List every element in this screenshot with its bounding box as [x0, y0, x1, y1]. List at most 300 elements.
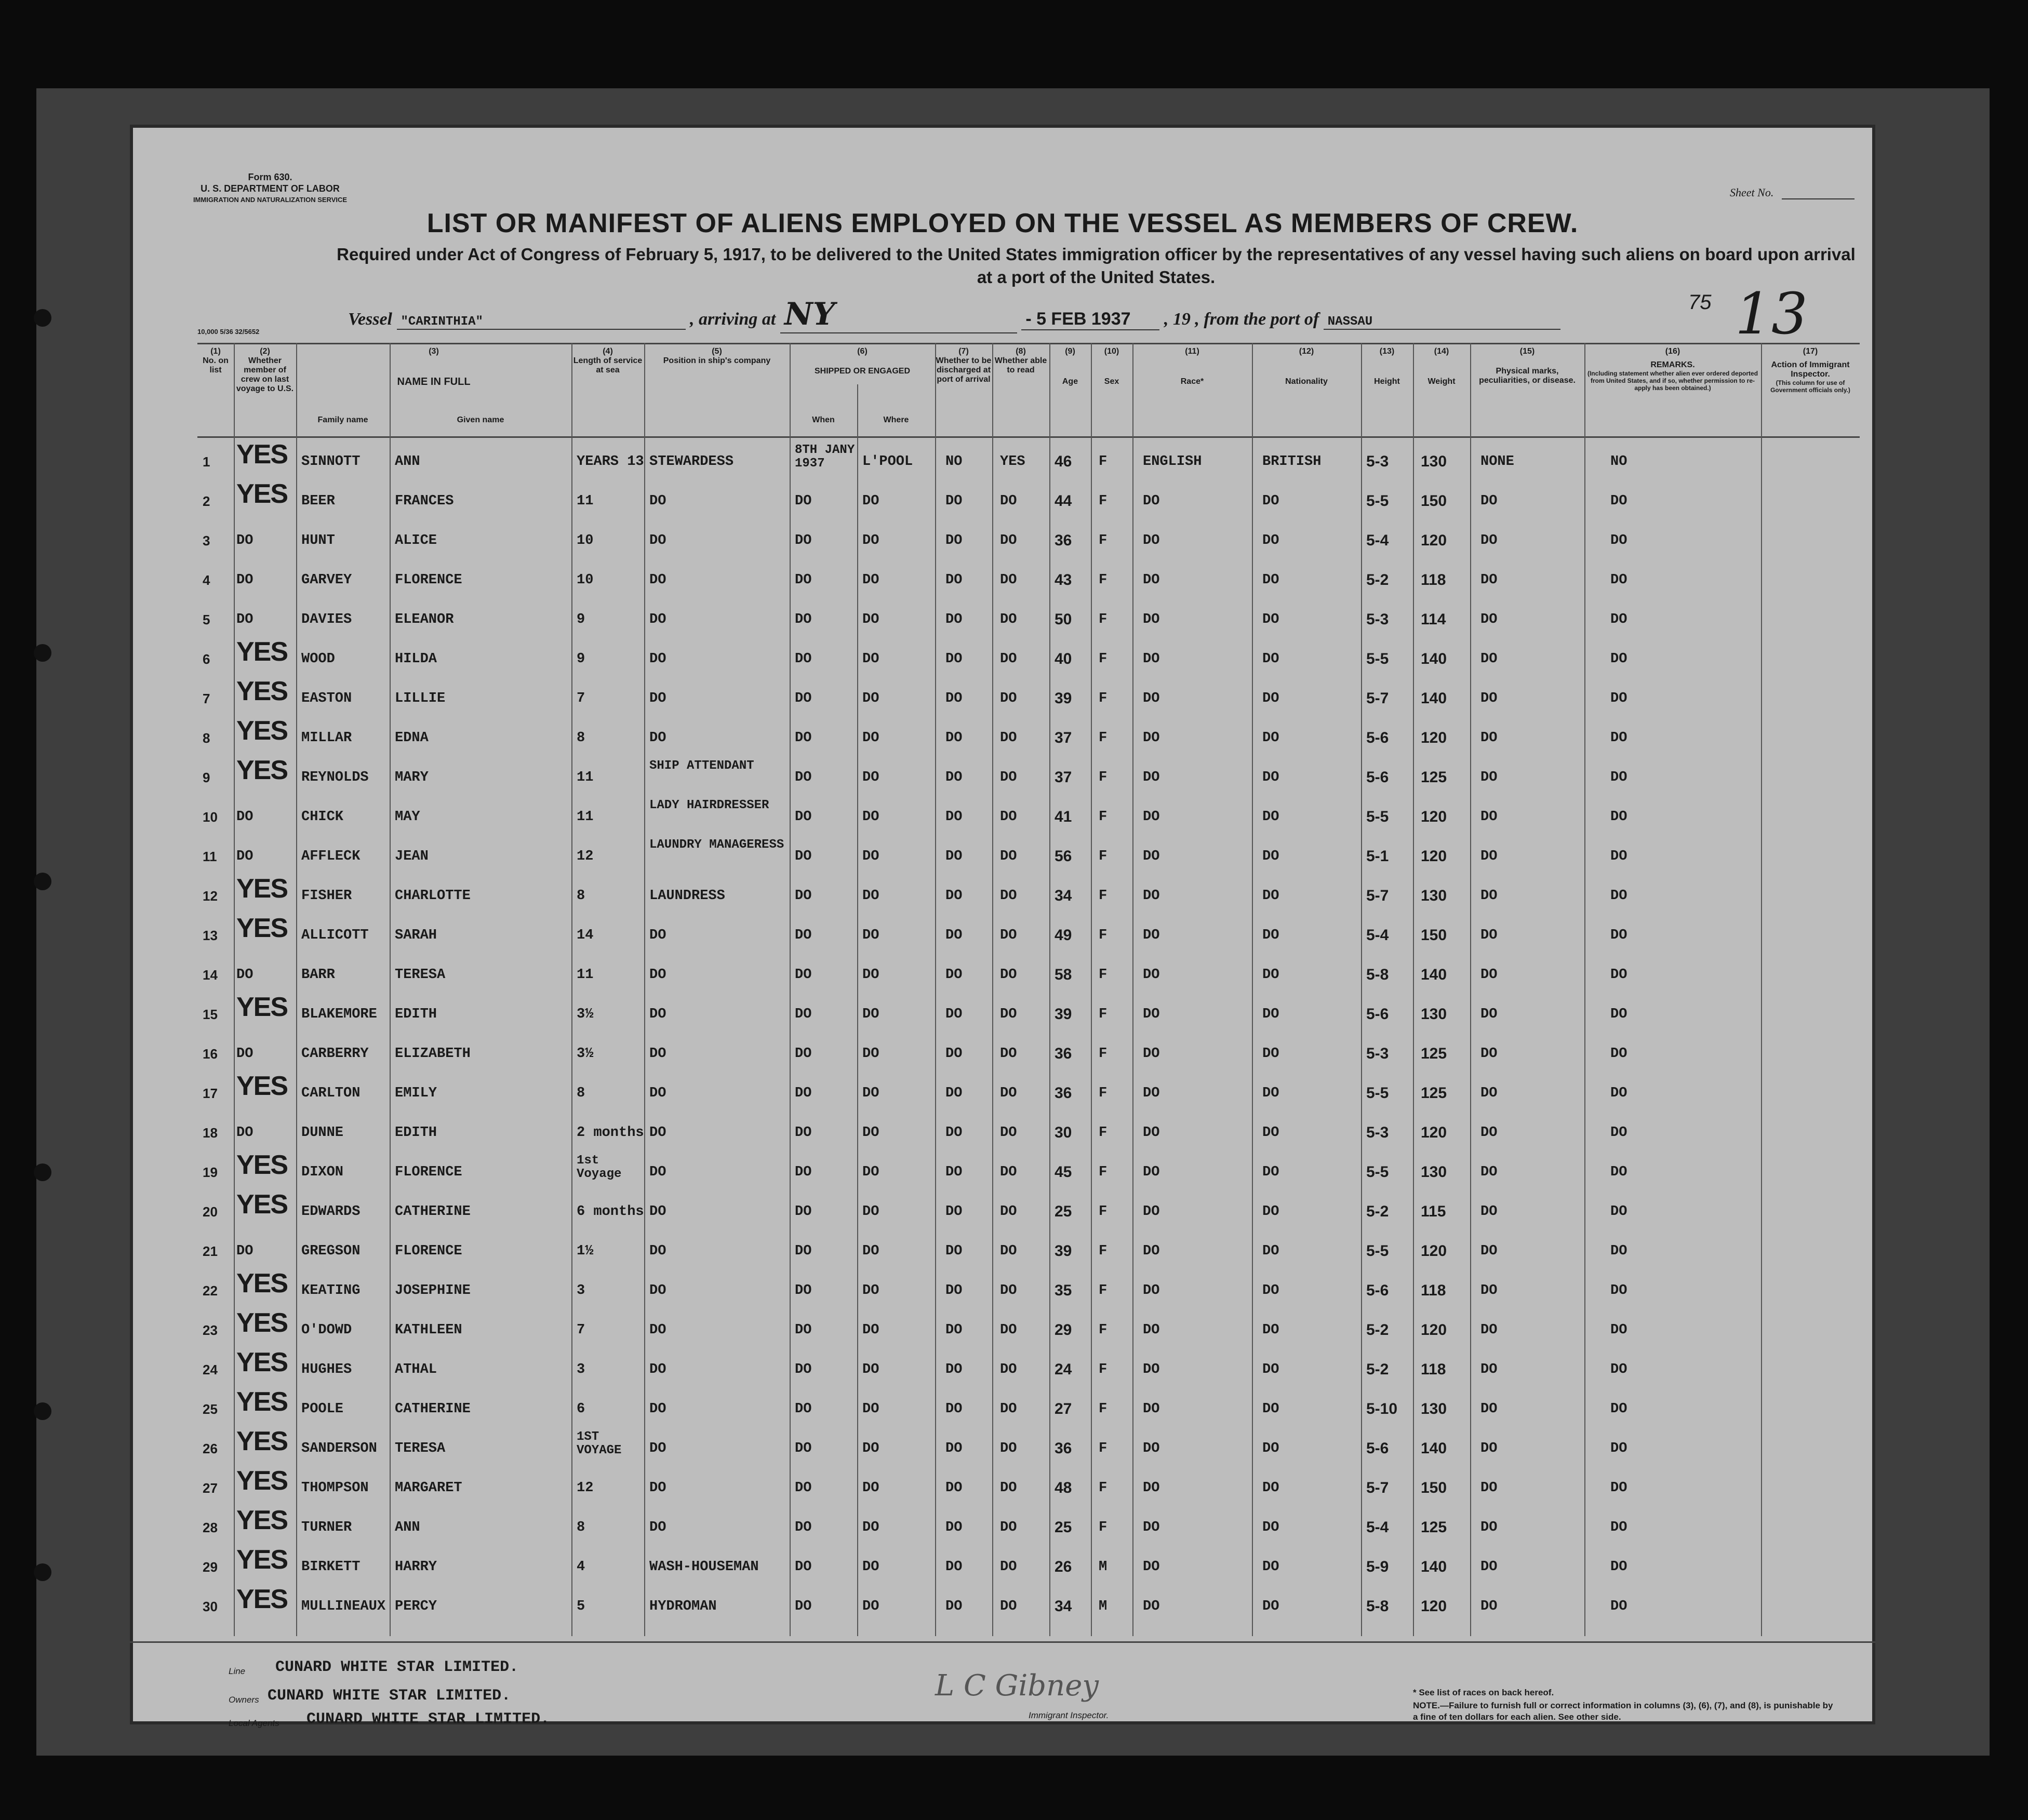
- sex-cell: F: [1099, 730, 1108, 746]
- physical-marks-cell: DO: [1480, 493, 1498, 509]
- family-name-cell: EDWARDS: [301, 1204, 361, 1220]
- vessel-name: "CARINTHIA": [397, 315, 686, 330]
- remarks-cell: DO: [1610, 1322, 1627, 1338]
- position-cell: DO: [649, 1204, 666, 1220]
- table-row: [197, 1236, 1860, 1273]
- shipped-when-cell: DO: [795, 1599, 812, 1614]
- last-voyage-cell: YES: [236, 1268, 288, 1299]
- age-cell: 37: [1055, 769, 1072, 786]
- nationality-cell: DO: [1262, 572, 1279, 588]
- sex-cell: F: [1099, 809, 1108, 825]
- position-cell: DO: [649, 1086, 666, 1101]
- discharged-cell: DO: [945, 533, 963, 548]
- position-cell: LADY HAIRDRESSER: [649, 798, 769, 812]
- given-name-cell: MARY: [395, 770, 429, 785]
- age-cell: 24: [1055, 1361, 1072, 1378]
- inspector-signature: L C Gibney: [935, 1669, 1099, 1703]
- shipped-where-cell: DO: [862, 651, 879, 667]
- given-name-cell: EMILY: [395, 1086, 437, 1101]
- remarks-cell: DO: [1610, 651, 1627, 667]
- weight-cell: 118: [1421, 1361, 1446, 1378]
- age-cell: 44: [1055, 492, 1072, 510]
- age-cell: 35: [1055, 1282, 1072, 1299]
- sex-cell: F: [1099, 612, 1108, 627]
- position-cell: DO: [649, 1322, 666, 1338]
- shipped-when-cell: DO: [795, 1046, 812, 1062]
- discharged-cell: DO: [945, 1401, 963, 1417]
- service-cell: 6 months: [577, 1204, 644, 1220]
- discharged-cell: DO: [945, 691, 963, 706]
- discharged-cell: DO: [945, 888, 963, 904]
- nationality-cell: DO: [1262, 533, 1279, 548]
- family-name-cell: DAVIES: [301, 612, 352, 627]
- header-service: (4) Length of service at sea: [573, 347, 643, 374]
- shipped-where-cell: DO: [862, 1007, 879, 1022]
- age-cell: 39: [1055, 1006, 1072, 1023]
- table-row: [197, 526, 1860, 562]
- row-number: 29: [203, 1559, 218, 1575]
- nationality-cell: DO: [1262, 1125, 1279, 1141]
- race-cell: DO: [1143, 572, 1160, 588]
- position-cell: WASH-HOUSEMAN: [649, 1559, 759, 1575]
- discharged-cell: DO: [945, 1046, 963, 1062]
- service-cell: 11: [577, 967, 594, 983]
- service-cell: 3½: [577, 1046, 594, 1062]
- header-sex: (10) Sex: [1104, 347, 1119, 386]
- family-name-cell: SANDERSON: [301, 1441, 377, 1456]
- age-cell: 49: [1055, 927, 1072, 944]
- header-name: (3) NAME IN FULL: [397, 347, 471, 387]
- shipped-when-cell: DO: [795, 1401, 812, 1417]
- sheet-number-handwritten: 13: [1735, 280, 1808, 347]
- weight-cell: 120: [1421, 532, 1447, 549]
- row-number: 21: [203, 1243, 218, 1259]
- read-cell: DO: [1000, 1243, 1017, 1259]
- read-cell: YES: [1000, 454, 1025, 470]
- position-cell: DO: [649, 572, 666, 588]
- service-cell: 8: [577, 1520, 585, 1535]
- family-name-cell: SINNOTT: [301, 454, 361, 470]
- given-name-cell: CATHERINE: [395, 1401, 471, 1417]
- table-row: [197, 1118, 1860, 1154]
- shipped-where-cell: DO: [862, 691, 879, 706]
- read-cell: DO: [1000, 770, 1017, 785]
- shipped-where-cell: L'POOL: [862, 454, 913, 470]
- position-cell: STEWARDESS: [649, 454, 734, 470]
- shipped-when-cell: DO: [795, 809, 812, 825]
- nationality-cell: DO: [1262, 1086, 1279, 1101]
- read-cell: DO: [1000, 1520, 1017, 1535]
- owners-label: Owners: [229, 1695, 259, 1705]
- height-cell: 5-4: [1366, 1519, 1389, 1536]
- race-cell: DO: [1143, 1086, 1160, 1101]
- given-name-cell: SARAH: [395, 928, 437, 943]
- service-cell: 3: [577, 1283, 585, 1299]
- nationality-cell: DO: [1262, 1243, 1279, 1259]
- last-voyage-cell: YES: [236, 1071, 288, 1101]
- arriving-label: , arriving at: [690, 310, 776, 329]
- shipped-where-cell: DO: [862, 730, 879, 746]
- table-row: [197, 1347, 1860, 1391]
- corner-number: 75: [1688, 291, 1712, 314]
- race-cell: DO: [1143, 1362, 1160, 1377]
- row-number: 27: [203, 1480, 218, 1496]
- header-height: (13) Height: [1374, 347, 1400, 386]
- family-name-cell: MULLINEAUX: [301, 1599, 386, 1614]
- shipped-where-cell: DO: [862, 572, 879, 588]
- physical-marks-cell: DO: [1480, 730, 1498, 746]
- header-position: (5) Position in ship's company: [663, 347, 771, 365]
- nationality-cell: BRITISH: [1262, 454, 1322, 470]
- row-number: 10: [203, 809, 218, 825]
- physical-marks-cell: DO: [1480, 888, 1498, 904]
- service-cell: 1½: [577, 1243, 594, 1259]
- header-given-name: Given name: [457, 416, 504, 424]
- remarks-cell: DO: [1610, 1520, 1627, 1535]
- row-number: 12: [203, 888, 218, 904]
- remarks-cell: DO: [1610, 1007, 1627, 1022]
- position-cell: DO: [649, 1283, 666, 1299]
- shipped-where-cell: DO: [862, 1165, 879, 1180]
- given-name-cell: TERESA: [395, 967, 446, 983]
- weight-cell: 120: [1421, 1242, 1447, 1260]
- height-cell: 5-10: [1366, 1400, 1398, 1417]
- weight-cell: 150: [1421, 927, 1447, 944]
- shipped-where-cell: DO: [862, 1401, 879, 1417]
- shipped-when-cell: DO: [795, 849, 812, 864]
- given-name-cell: LILLIE: [395, 691, 446, 706]
- nationality-cell: DO: [1262, 1322, 1279, 1338]
- weight-cell: 118: [1421, 1282, 1446, 1299]
- remarks-cell: DO: [1610, 493, 1627, 509]
- read-cell: DO: [1000, 493, 1017, 509]
- last-voyage-cell: DO: [236, 533, 254, 548]
- service-cell: 10: [577, 533, 594, 548]
- row-number: 14: [203, 967, 218, 983]
- last-voyage-cell: YES: [236, 1150, 288, 1180]
- given-name-cell: EDITH: [395, 1125, 437, 1141]
- family-name-cell: BARR: [301, 967, 335, 983]
- given-name-cell: ELIZABETH: [395, 1046, 471, 1062]
- read-cell: DO: [1000, 730, 1017, 746]
- table-row: [197, 755, 1860, 799]
- family-name-cell: TURNER: [301, 1520, 352, 1535]
- discharged-cell: DO: [945, 849, 963, 864]
- read-cell: DO: [1000, 967, 1017, 983]
- family-name-cell: THOMPSON: [301, 1480, 369, 1496]
- discharged-cell: DO: [945, 770, 963, 785]
- table-row: [197, 565, 1860, 601]
- age-cell: 36: [1055, 532, 1072, 549]
- physical-marks-cell: DO: [1480, 967, 1498, 983]
- table-row: [197, 439, 1860, 483]
- discharged-cell: DO: [945, 967, 963, 983]
- physical-marks-cell: DO: [1480, 651, 1498, 667]
- age-cell: 46: [1055, 453, 1072, 470]
- service-cell: 8: [577, 888, 585, 904]
- physical-marks-cell: DO: [1480, 1204, 1498, 1220]
- race-cell: DO: [1143, 1559, 1160, 1575]
- last-voyage-cell: YES: [236, 676, 288, 706]
- age-cell: 27: [1055, 1400, 1072, 1417]
- race-cell: DO: [1143, 849, 1160, 864]
- table-row: [197, 1039, 1860, 1075]
- last-voyage-cell: YES: [236, 992, 288, 1022]
- row-number: 11: [203, 849, 217, 864]
- binder-hole: [34, 309, 51, 327]
- remarks-cell: DO: [1610, 691, 1627, 706]
- family-name-cell: CHICK: [301, 809, 344, 825]
- shipped-when-cell: DO: [795, 1007, 812, 1022]
- agents-value: CUNARD WHITE STAR LIMITED.: [306, 1710, 550, 1728]
- age-cell: 50: [1055, 611, 1072, 628]
- service-cell: 1ST VOYAGE: [577, 1430, 622, 1457]
- given-name-cell: ALICE: [395, 533, 437, 548]
- service-cell: 7: [577, 691, 585, 706]
- race-cell: ENGLISH: [1143, 454, 1202, 470]
- age-cell: 26: [1055, 1558, 1072, 1575]
- service-cell: 11: [577, 809, 594, 825]
- weight-cell: 125: [1421, 1085, 1447, 1102]
- vessel-line: [348, 296, 1560, 333]
- position-cell: DO: [649, 1243, 666, 1259]
- table-row: [197, 913, 1860, 957]
- shipped-when-cell: DO: [795, 730, 812, 746]
- shipped-when-cell: DO: [795, 1480, 812, 1496]
- sex-cell: F: [1099, 849, 1108, 864]
- given-name-cell: FRANCES: [395, 493, 454, 509]
- sex-cell: F: [1099, 651, 1108, 667]
- vessel-label: Vessel: [348, 310, 392, 329]
- penalty-note: NOTE.—Failure to furnish full or correct information in columns (3), (6), (7), and (8), is punishable by a fine of ten dollars for each alien. See other side.: [1413, 1701, 1833, 1722]
- height-cell: 5-1: [1366, 848, 1389, 865]
- last-voyage-cell: DO: [236, 967, 254, 983]
- family-name-cell: O'DOWD: [301, 1322, 352, 1338]
- remarks-cell: DO: [1610, 1165, 1627, 1180]
- weight-cell: 150: [1421, 1479, 1447, 1496]
- shipped-when-cell: DO: [795, 1322, 812, 1338]
- physical-marks-cell: DO: [1480, 572, 1498, 588]
- height-cell: 5-7: [1366, 887, 1389, 904]
- family-name-cell: ALLICOTT: [301, 928, 369, 943]
- read-cell: DO: [1000, 1559, 1017, 1575]
- shipped-where-cell: DO: [862, 809, 879, 825]
- read-cell: DO: [1000, 691, 1017, 706]
- weight-cell: 130: [1421, 1163, 1447, 1181]
- discharged-cell: DO: [945, 651, 963, 667]
- last-voyage-cell: DO: [236, 809, 254, 825]
- shipped-when-cell: DO: [795, 1125, 812, 1141]
- age-cell: 36: [1055, 1440, 1072, 1457]
- race-cell: DO: [1143, 1283, 1160, 1299]
- given-name-cell: FLORENCE: [395, 1165, 462, 1180]
- sex-cell: F: [1099, 1243, 1108, 1259]
- height-cell: 5-3: [1366, 1045, 1389, 1062]
- age-cell: 30: [1055, 1124, 1072, 1141]
- physical-marks-cell: DO: [1480, 533, 1498, 548]
- shipped-when-cell: DO: [795, 888, 812, 904]
- given-name-cell: ELEANOR: [395, 612, 454, 627]
- shipped-when-cell: DO: [795, 1243, 812, 1259]
- table-row: [197, 1466, 1860, 1509]
- line-value: CUNARD WHITE STAR LIMITED.: [275, 1658, 519, 1676]
- height-cell: 5-4: [1366, 927, 1389, 944]
- shipped-when-cell: DO: [795, 651, 812, 667]
- physical-marks-cell: DO: [1480, 1401, 1498, 1417]
- shipped-when-cell: DO: [795, 770, 812, 785]
- table-row: [197, 798, 1860, 838]
- family-name-cell: WOOD: [301, 651, 335, 667]
- family-name-cell: DUNNE: [301, 1125, 344, 1141]
- row-number: 26: [203, 1441, 218, 1456]
- physical-marks-cell: DO: [1480, 809, 1498, 825]
- given-name-cell: PERCY: [395, 1599, 437, 1614]
- header-age: (9) Age: [1062, 347, 1078, 386]
- race-cell: DO: [1143, 888, 1160, 904]
- service-cell: 12: [577, 1480, 594, 1496]
- table-row: [197, 676, 1860, 720]
- remarks-cell: DO: [1610, 1086, 1627, 1101]
- height-cell: 5-5: [1366, 492, 1389, 510]
- read-cell: DO: [1000, 1362, 1017, 1377]
- sex-cell: F: [1099, 1204, 1108, 1220]
- discharged-cell: DO: [945, 1165, 963, 1180]
- last-voyage-cell: DO: [236, 612, 254, 627]
- read-cell: DO: [1000, 1401, 1017, 1417]
- table-row: [197, 1071, 1860, 1115]
- shipped-when-cell: DO: [795, 572, 812, 588]
- service-cell: 11: [577, 770, 594, 785]
- table-row: [197, 479, 1860, 523]
- sex-cell: F: [1099, 888, 1108, 904]
- race-cell: DO: [1143, 928, 1160, 943]
- service-cell: 6: [577, 1401, 585, 1417]
- age-cell: 29: [1055, 1321, 1072, 1339]
- last-voyage-cell: YES: [236, 1545, 288, 1575]
- weight-cell: 130: [1421, 453, 1447, 470]
- shipped-when-cell: DO: [795, 533, 812, 548]
- remarks-cell: NO: [1610, 454, 1627, 470]
- discharged-cell: DO: [945, 1243, 963, 1259]
- shipped-where-cell: DO: [862, 849, 879, 864]
- sex-cell: F: [1099, 1283, 1108, 1299]
- service-cell: 14: [577, 928, 594, 943]
- inspector-label: Immigrant Inspector.: [1029, 1710, 1109, 1720]
- family-name-cell: MILLAR: [301, 730, 352, 746]
- height-cell: 5-8: [1366, 1598, 1389, 1615]
- shipped-when-cell: DO: [795, 967, 812, 983]
- table-row: [197, 1505, 1860, 1549]
- height-cell: 5-4: [1366, 532, 1389, 549]
- family-name-cell: REYNOLDS: [301, 770, 369, 785]
- physical-marks-cell: DO: [1480, 1322, 1498, 1338]
- shipped-when-cell: 8TH JANY 1937: [795, 443, 855, 471]
- sex-cell: F: [1099, 1046, 1108, 1062]
- race-cell: DO: [1143, 1243, 1160, 1259]
- remarks-cell: DO: [1610, 1362, 1627, 1377]
- last-voyage-cell: YES: [236, 1387, 288, 1417]
- discharged-cell: DO: [945, 1441, 963, 1456]
- service-cell: 9: [577, 612, 585, 627]
- header-when: When: [812, 416, 835, 424]
- physical-marks-cell: DO: [1480, 1125, 1498, 1141]
- shipped-where-cell: DO: [862, 1441, 879, 1456]
- weight-cell: 125: [1421, 769, 1447, 786]
- row-number: 4: [203, 572, 210, 588]
- height-cell: 5-5: [1366, 1242, 1389, 1260]
- discharged-cell: DO: [945, 493, 963, 509]
- row-number: 15: [203, 1007, 218, 1022]
- height-cell: 5-6: [1366, 1282, 1389, 1299]
- position-cell: DO: [649, 1520, 666, 1535]
- arriving-port-handwritten: NY: [780, 296, 1017, 333]
- given-name-cell: KATHLEEN: [395, 1322, 462, 1338]
- remarks-cell: DO: [1610, 572, 1627, 588]
- position-cell: DO: [649, 1401, 666, 1417]
- row-number: 25: [203, 1401, 218, 1417]
- read-cell: DO: [1000, 1322, 1017, 1338]
- height-cell: 5-2: [1366, 571, 1389, 588]
- last-voyage-cell: YES: [236, 716, 288, 746]
- last-voyage-cell: YES: [236, 1466, 288, 1496]
- table-row: [197, 1150, 1860, 1194]
- weight-cell: 130: [1421, 887, 1447, 904]
- given-name-cell: HILDA: [395, 651, 437, 667]
- from-port: NASSAU: [1324, 315, 1560, 330]
- height-cell: 5-6: [1366, 769, 1389, 786]
- age-cell: 41: [1055, 808, 1072, 825]
- nationality-cell: DO: [1262, 849, 1279, 864]
- read-cell: DO: [1000, 651, 1017, 667]
- weight-cell: 150: [1421, 492, 1447, 510]
- row-number: 6: [203, 651, 210, 667]
- family-name-cell: POOLE: [301, 1401, 344, 1417]
- family-name-cell: AFFLECK: [301, 849, 361, 864]
- shipped-where-cell: DO: [862, 1204, 879, 1220]
- table-row: [197, 1426, 1860, 1470]
- shipped-where-cell: DO: [862, 1125, 879, 1141]
- service-cell: 9: [577, 651, 585, 667]
- position-cell: DO: [649, 533, 666, 548]
- sex-cell: F: [1099, 1125, 1108, 1141]
- sex-cell: M: [1099, 1559, 1108, 1575]
- given-name-cell: MAY: [395, 809, 420, 825]
- remarks-cell: DO: [1610, 849, 1627, 864]
- last-voyage-cell: YES: [236, 913, 288, 943]
- agents-label: Local Agents: [229, 1718, 279, 1728]
- read-cell: DO: [1000, 928, 1017, 943]
- row-number: 16: [203, 1046, 218, 1062]
- height-cell: 5-6: [1366, 1440, 1389, 1457]
- discharged-cell: DO: [945, 1322, 963, 1338]
- service-cell: 1st Voyage: [577, 1154, 622, 1181]
- nationality-cell: DO: [1262, 888, 1279, 904]
- position-cell: DO: [649, 1165, 666, 1180]
- shipped-where-cell: DO: [862, 493, 879, 509]
- shipped-when-cell: DO: [795, 1520, 812, 1535]
- last-voyage-cell: YES: [236, 1505, 288, 1535]
- weight-cell: 120: [1421, 1124, 1447, 1141]
- remarks-cell: DO: [1610, 1401, 1627, 1417]
- row-number: 8: [203, 730, 210, 746]
- remarks-cell: DO: [1610, 533, 1627, 548]
- position-cell: HYDROMAN: [649, 1599, 717, 1614]
- nationality-cell: DO: [1262, 967, 1279, 983]
- height-cell: 5-2: [1366, 1321, 1389, 1339]
- header-physical-marks: (15) Physical marks, peculiarities, or disease.: [1479, 347, 1576, 385]
- given-name-cell: FLORENCE: [395, 1243, 462, 1259]
- row-number: 22: [203, 1283, 218, 1299]
